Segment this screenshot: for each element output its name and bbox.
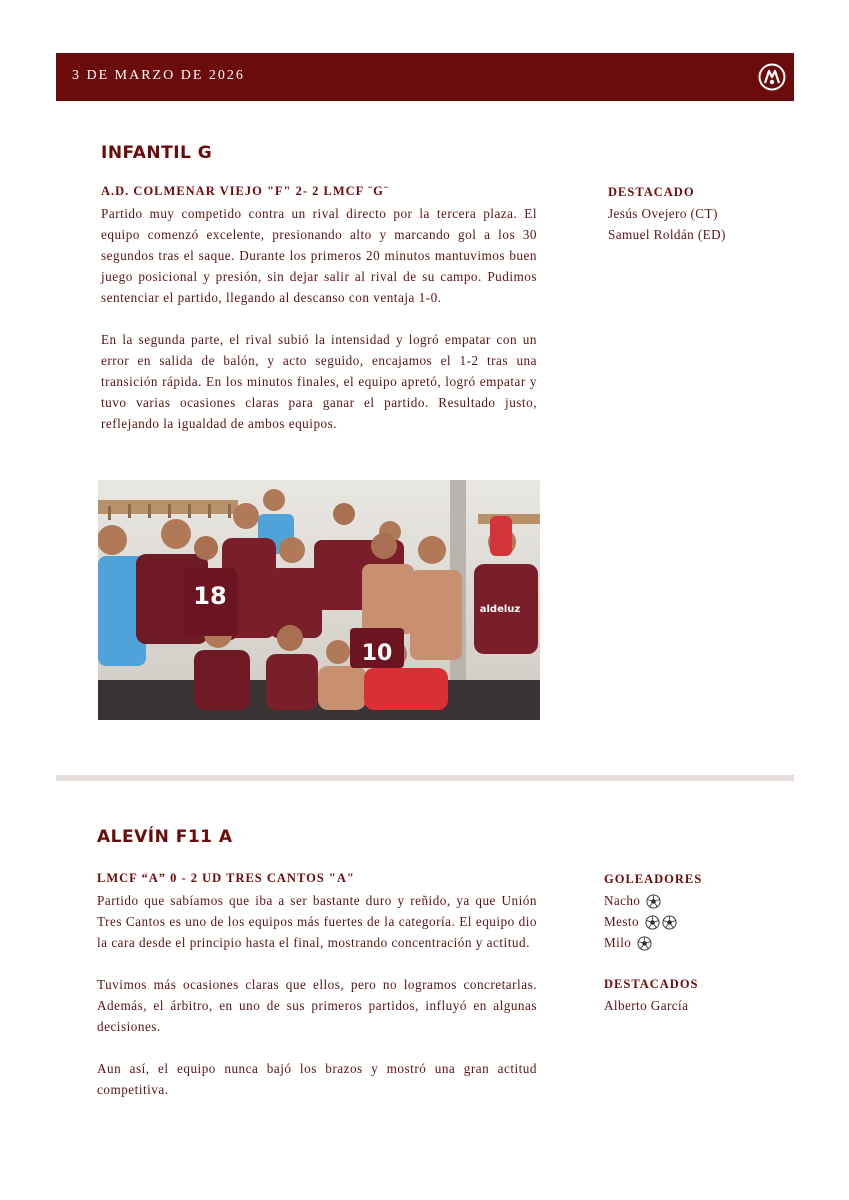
match-title-infantil: A.D. COLMENAR VIEJO "F" 2- 2 LMCF ¨G¨ <box>101 184 390 198</box>
goal-balls <box>631 932 652 953</box>
scorer-name: Nacho <box>604 893 641 908</box>
report-paragraph: Partido muy competido contra un rival directo por la tercera plaza. El equipo comenzó excelente, presionando alto y marcando gol a los 30 segundos tras el saque. Durante los primeros 20 minutos mantuvimos buen juego posicional y presión, sin dejar salir al rival de su campo. Pudimos sentenciar el partido, llegando al descanso con ventaja 1-0. <box>101 206 537 305</box>
destacado-player: Jesús Ovejero (CT) <box>608 206 718 221</box>
report-paragraph: En la segunda parte, el rival subió la intensidad y logró empatar con un error en salida de balón, y acto seguido, encajamos el 1-2 tras una transición rápida. En los minutos finales, el equipo apretó, logró empatar y tuvo varias ocasiones claras para ganar el partido. Resultado justo, reflejando la igualdad de ambos equipos. <box>101 332 537 431</box>
goal-balls <box>639 911 677 932</box>
scorer-row <box>604 911 794 932</box>
section-divider <box>56 775 794 781</box>
report-paragraph: Aun así, el equipo nunca bajó los brazos y mostró una gran actitud competitiva. <box>97 1061 537 1097</box>
destacado-player: Samuel Roldán (ED) <box>608 227 726 242</box>
shirt-sponsor: aldeluz <box>479 604 521 615</box>
report-paragraph: Partido que sabíamos que iba a ser bastante duro y reñido, ya que Unión Tres Cantos es uno de los equipos más fuertes de la categoría. El equipo dio la cara desde el principio hasta el final, mostrando concentración y actitud. <box>97 893 537 950</box>
club-crest-icon <box>758 63 786 91</box>
shirt-number: 18 <box>193 582 227 610</box>
soccer-ball-icon <box>662 915 677 930</box>
soccer-ball-icon <box>646 894 661 909</box>
report-paragraph: Tuvimos más ocasiones claras que ellos, pero no logramos concretarlas. Además, el árbitro, en uno de sus primeros partidos, influyó en algunas decisiones. <box>97 977 537 1034</box>
section-title-alevin: ALEVÍN F11 A <box>97 827 233 847</box>
scorer-name: Milo <box>604 935 632 950</box>
team-photo-illustration <box>98 480 540 720</box>
scorer-row <box>604 932 794 953</box>
header-date: 3 DE MARZO DE 2026 <box>72 68 245 83</box>
match-report-infantil <box>101 203 537 434</box>
soccer-ball-icon <box>637 936 652 951</box>
goal-balls <box>640 890 661 911</box>
section-title-infantil: INFANTIL G <box>101 143 213 163</box>
shirt-number: 10 <box>361 641 393 666</box>
match-report-alevin <box>97 890 537 1100</box>
destacado-heading: DESTACADO <box>608 185 695 199</box>
destacados-heading: DESTACADOS <box>604 977 699 991</box>
scorer-row <box>604 890 794 911</box>
soccer-ball-icon <box>645 915 660 930</box>
header-bar <box>56 53 794 101</box>
destacado-panel <box>608 182 788 245</box>
scorer-name: Mesto <box>604 914 639 929</box>
team-photo <box>98 480 540 720</box>
destacado-player: Alberto García <box>604 998 689 1013</box>
match-title-alevin: LMCF “A” 0 - 2 UD TRES CANTOS "A" <box>97 871 355 885</box>
goleadores-heading: GOLEADORES <box>604 872 703 886</box>
goleadores-panel <box>604 869 794 1016</box>
